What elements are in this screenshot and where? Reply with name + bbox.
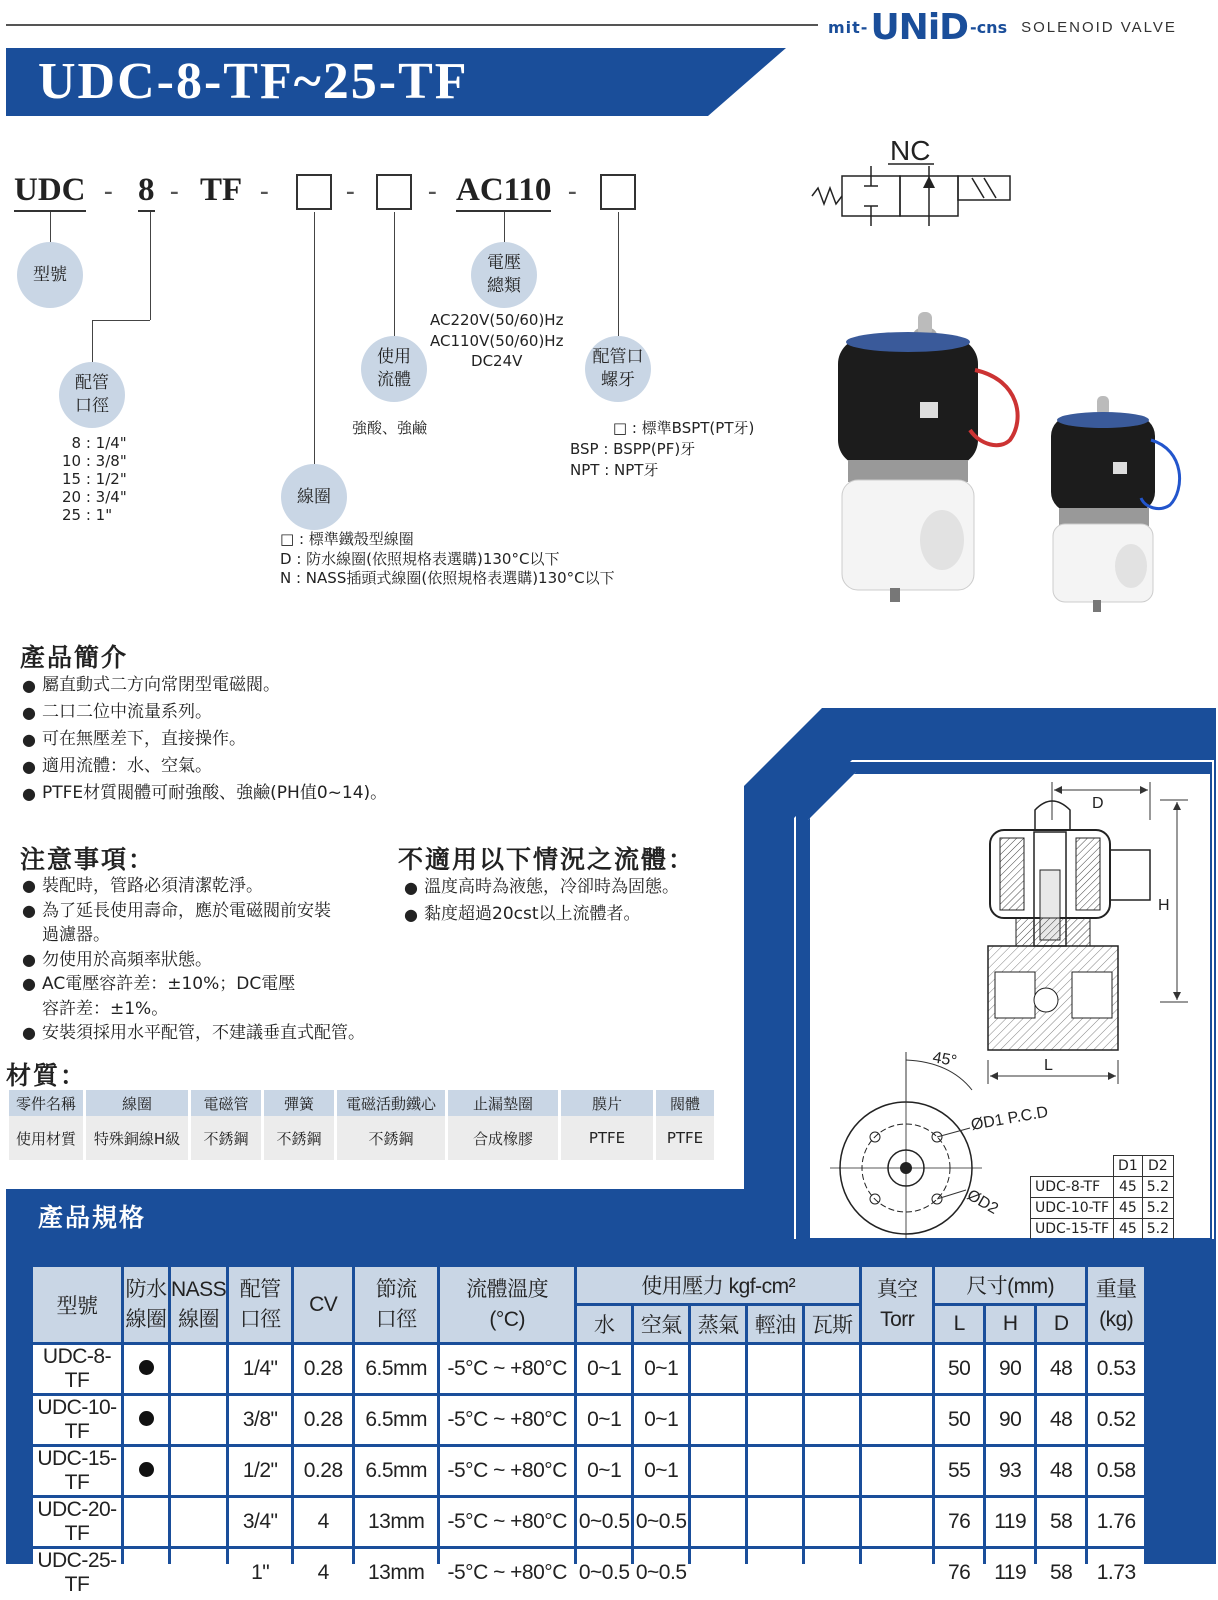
th-size: 尺寸(mm) [935,1267,1085,1303]
table-cell: 電磁活動鐵心 [337,1090,445,1116]
cell-orifice: 6.5mm [355,1396,437,1444]
header-rule [6,24,818,26]
code-model: UDC [14,172,86,209]
table-row [33,1447,1144,1495]
code-dash: - [568,176,577,205]
cell-orifice: 13mm [355,1498,437,1546]
cell-port: 3/8" [229,1396,291,1444]
cell-model: UDC-20-TF [33,1498,121,1546]
table-cell: D2 [1142,1156,1173,1177]
cell-oil [748,1396,802,1444]
th-model: 型號 [33,1267,121,1342]
cell-oil [748,1447,802,1495]
table-cell: 5.2 [1142,1177,1173,1198]
cell-oil [748,1549,802,1597]
cell-vacuum [862,1549,932,1597]
cell-H: 119 [986,1549,1034,1597]
cell-H: 119 [986,1498,1034,1546]
brand-unid: UNiD [870,6,969,48]
dim-L-label: L [1044,1057,1053,1074]
table-cell: UDC-8-TF [1031,1177,1114,1198]
cautions-list [22,874,365,1046]
th-steam: 蒸氣 [691,1306,745,1342]
list-item: ● 屬直動式二方向常閉型電磁閥。 [22,672,387,699]
list-item: ● 黏度超過20cst以上流體者。 [404,901,679,928]
product-image-large [830,300,1030,610]
table-cell: 45 [1114,1219,1143,1240]
unsuitable-list [404,874,679,928]
cell-gas [805,1447,859,1495]
cell-model: UDC-15-TF [33,1447,121,1495]
brand-mit: mit- [828,17,869,37]
cell-gas [805,1396,859,1444]
table-cell: 膜片 [561,1090,653,1116]
nc-valve-symbol [812,130,1012,230]
th-oil: 輕油 [748,1306,802,1342]
code-box-fluid [376,174,412,210]
cell-orifice: 13mm [355,1549,437,1597]
table-cell: UDC-10-TF [1031,1198,1114,1219]
th-temp: 流體溫度 (°C) [440,1267,574,1342]
connector [394,212,395,336]
page-title: UDC-8-TF~25-TF [38,53,469,110]
cell-cv: 0.28 [294,1345,352,1393]
bubble-coil: 線圈 [281,464,347,530]
intro-list [22,672,387,807]
cell-gas [805,1498,859,1546]
list-item: ● 裝配時，管路必須清潔乾淨。 [22,874,365,899]
filled-dot-icon [139,1411,154,1426]
connector [314,212,315,464]
cell-oil [748,1498,802,1546]
cell-air: 0~1 [634,1396,688,1444]
cell-D: 48 [1037,1345,1085,1393]
cell-weight: 0.52 [1088,1396,1144,1444]
cell-waterproof [124,1447,168,1495]
cell-weight: 1.73 [1088,1549,1144,1597]
cell-temp: -5°C ~ +80°C [440,1498,574,1546]
table-cell: 5.2 [1142,1219,1173,1240]
cell-H: 90 [986,1345,1034,1393]
cell-H: 90 [986,1396,1034,1444]
cell-nass [171,1549,226,1597]
cell-nass [171,1396,226,1444]
cell-L: 50 [935,1396,983,1444]
cell-vacuum [862,1447,932,1495]
table-row [33,1345,1144,1393]
code-dash: - [170,176,179,205]
cell-water: 0~1 [577,1447,631,1495]
cell-waterproof [124,1345,168,1393]
cell-vacuum [862,1396,932,1444]
filled-dot-icon [139,1360,154,1375]
brand-logo [828,6,1177,48]
table-cell: 45 [1114,1177,1143,1198]
bubble-model: 型號 [17,242,83,308]
cell-L: 76 [935,1498,983,1546]
thread-notes: □ : 標準BSPT(PT牙) BSP : BSPP(PF)牙 NPT : NPT牙 [570,419,755,479]
cell-weight: 0.53 [1088,1345,1144,1393]
connector [50,212,51,242]
list-item: ● AC電壓容許差：±10%；DC電壓 容許差：±1%。 [22,972,365,1021]
table-cell: PTFE [656,1116,714,1160]
table-row [33,1549,1144,1597]
cell-L: 55 [935,1447,983,1495]
cell-cv: 4 [294,1498,352,1546]
cell-nass [171,1498,226,1546]
cell-water: 0~1 [577,1345,631,1393]
table-cell: 合成橡膠 [448,1116,558,1160]
table-cell: 不銹鋼 [191,1116,261,1160]
table-cell: 5.2 [1142,1198,1173,1219]
cell-steam [691,1549,745,1597]
cell-temp: -5°C ~ +80°C [440,1549,574,1597]
connector [92,320,150,321]
cautions-heading: 注意事項： [20,845,156,874]
cell-steam [691,1345,745,1393]
table-cell: 線圈 [86,1090,188,1116]
filled-dot-icon [139,1462,154,1477]
bubble-voltage: 電壓 總類 [471,242,537,308]
table-cell: D1 [1114,1156,1143,1177]
cell-L: 76 [935,1549,983,1597]
bubble-thread: 配管口 螺牙 [585,336,651,402]
cell-vacuum [862,1345,932,1393]
cell-air: 0~0.5 [634,1498,688,1546]
cell-orifice: 6.5mm [355,1447,437,1495]
table-cell: PTFE [561,1116,653,1160]
cell-vacuum [862,1498,932,1546]
table-cell: 彈簧 [264,1090,334,1116]
list-item: ● 為了延長使用壽命，應於電磁閥前安裝 過濾器。 [22,899,365,948]
cell-water: 0~0.5 [577,1549,631,1597]
spec-table [30,1264,1147,1600]
cell-cv: 0.28 [294,1447,352,1495]
cell-temp: -5°C ~ +80°C [440,1396,574,1444]
cell-port: 3/4" [229,1498,291,1546]
connector [618,212,619,336]
cell-D: 58 [1037,1549,1085,1597]
table-cell: 零件名稱 [9,1090,83,1116]
cell-cv: 0.28 [294,1396,352,1444]
table-cell: 使用材質 [9,1116,83,1160]
th-vacuum: 真空 Torr [862,1267,932,1342]
th-nass: NASS 線圈 [171,1267,226,1342]
cell-model: UDC-25-TF [33,1549,121,1597]
code-size: 8 [138,172,155,209]
cell-steam [691,1396,745,1444]
code-dash: - [260,176,269,205]
bubble-fluid: 使用 流體 [361,336,427,402]
cell-waterproof [124,1498,168,1546]
list-item: ● 二口二位中流量系列。 [22,699,387,726]
cell-weight: 0.58 [1088,1447,1144,1495]
th-weight: 重量 (kg) [1088,1267,1144,1342]
code-material: TF [200,172,243,208]
d1-label: ØD1 P.C.D [969,1103,1050,1134]
product-image-small [1045,390,1195,620]
table-row [33,1498,1144,1546]
table-cell: 45 [1114,1198,1143,1219]
fluid-notes: 強酸、強鹼 [352,419,428,437]
table-cell: 閥體 [656,1090,714,1116]
materials-table [6,1090,717,1160]
cell-gas [805,1549,859,1597]
table-cell: 止漏墊圈 [448,1090,558,1116]
brand-cns: -cns [970,17,1008,37]
cell-nass [171,1345,226,1393]
dim-D-label: D [1092,795,1104,812]
code-box-coil [296,174,332,210]
spec-heading: 產品規格 [38,1203,147,1232]
th-gas: 瓦斯 [805,1306,859,1342]
dim-H-label: H [1158,897,1170,914]
cell-port: 1/2" [229,1447,291,1495]
cell-L: 50 [935,1345,983,1393]
table-cell: UDC-15-TF [1031,1219,1114,1240]
th-water: 水 [577,1306,631,1342]
cell-gas [805,1345,859,1393]
cell-steam [691,1447,745,1495]
voltage-notes: AC220V(50/60)Hz AC110V(50/60)Hz DC24V [430,311,564,371]
cell-steam [691,1498,745,1546]
table-cell: 不銹鋼 [337,1116,445,1160]
th-L: L [935,1306,983,1342]
cell-air: 0~1 [634,1345,688,1393]
cell-oil [748,1345,802,1393]
code-dash: - [104,176,113,205]
table-row [33,1396,1144,1444]
cell-orifice: 6.5mm [355,1345,437,1393]
code-dash: - [428,176,437,205]
brand-category: SOLENOID VALVE [1021,18,1177,36]
cell-water: 0~1 [577,1396,631,1444]
list-item: ● 溫度高時為液態，冷卻時為固態。 [404,874,679,901]
cell-H: 93 [986,1447,1034,1495]
list-item: ● 適用流體：水、空氣。 [22,753,387,780]
cell-port: 1" [229,1549,291,1597]
cell-waterproof [124,1396,168,1444]
nc-label: NC [890,135,931,166]
cell-D: 48 [1037,1396,1085,1444]
connector [92,320,93,362]
unsuitable-heading: 不適用以下情況之流體： [398,845,696,874]
angle-label: 45° [931,1049,959,1071]
table-cell: 不銹鋼 [264,1116,334,1160]
list-item: ● PTFE材質閥體可耐強酸、強鹼(PH值0~14)。 [22,780,387,807]
th-cv: CV [294,1267,352,1342]
intro-heading: 產品簡介 [20,643,129,672]
cell-waterproof [124,1549,168,1597]
connector [150,212,151,320]
table-cell: 特殊銅線H級 [86,1116,188,1160]
cell-weight: 1.76 [1088,1498,1144,1546]
cell-model: UDC-10-TF [33,1396,121,1444]
cell-port: 1/4" [229,1345,291,1393]
th-waterproof: 防水 線圈 [124,1267,168,1342]
list-item: ● 勿使用於高頻率狀態。 [22,948,365,973]
d2-label: ØD2 [964,1186,1001,1218]
dimension-table [1030,1155,1174,1240]
th-orifice: 節流 口徑 [355,1267,437,1342]
cell-D: 58 [1037,1498,1085,1546]
th-port: 配管 口徑 [229,1267,291,1342]
cell-nass [171,1447,226,1495]
cell-air: 0~0.5 [634,1549,688,1597]
th-D: D [1037,1306,1085,1342]
cell-model: UDC-8-TF [33,1345,121,1393]
table-cell [1031,1156,1114,1177]
code-dash: - [346,176,355,205]
cell-D: 48 [1037,1447,1085,1495]
size-notes: 8 : 1/4" 10 : 3/8" 15 : 1/2" 20 : 3/4" 25 : 1" [62,434,127,524]
th-air: 空氣 [634,1306,688,1342]
cell-water: 0~0.5 [577,1498,631,1546]
list-item: ● 可在無壓差下，直接操作。 [22,726,387,753]
cell-temp: -5°C ~ +80°C [440,1345,574,1393]
code-box-thread [600,174,636,210]
th-pressure: 使用壓力 kgf-cm² [577,1267,859,1303]
cell-cv: 4 [294,1549,352,1597]
cell-temp: -5°C ~ +80°C [440,1447,574,1495]
table-cell: 電磁管 [191,1090,261,1116]
materials-heading: 材質： [6,1061,88,1090]
cell-air: 0~1 [634,1447,688,1495]
code-voltage: AC110 [456,172,551,209]
bubble-size: 配管 口徑 [59,362,125,428]
coil-notes: □ : 標準鐵殼型線圈 D : 防水線圈(依照規格表選購)130°C以下 N : NASS插頭式線圈(依照規格表選購)130°C以下 [280,530,615,587]
list-item: ● 安裝須採用水平配管，不建議垂直式配管。 [22,1021,365,1046]
th-H: H [986,1306,1034,1342]
